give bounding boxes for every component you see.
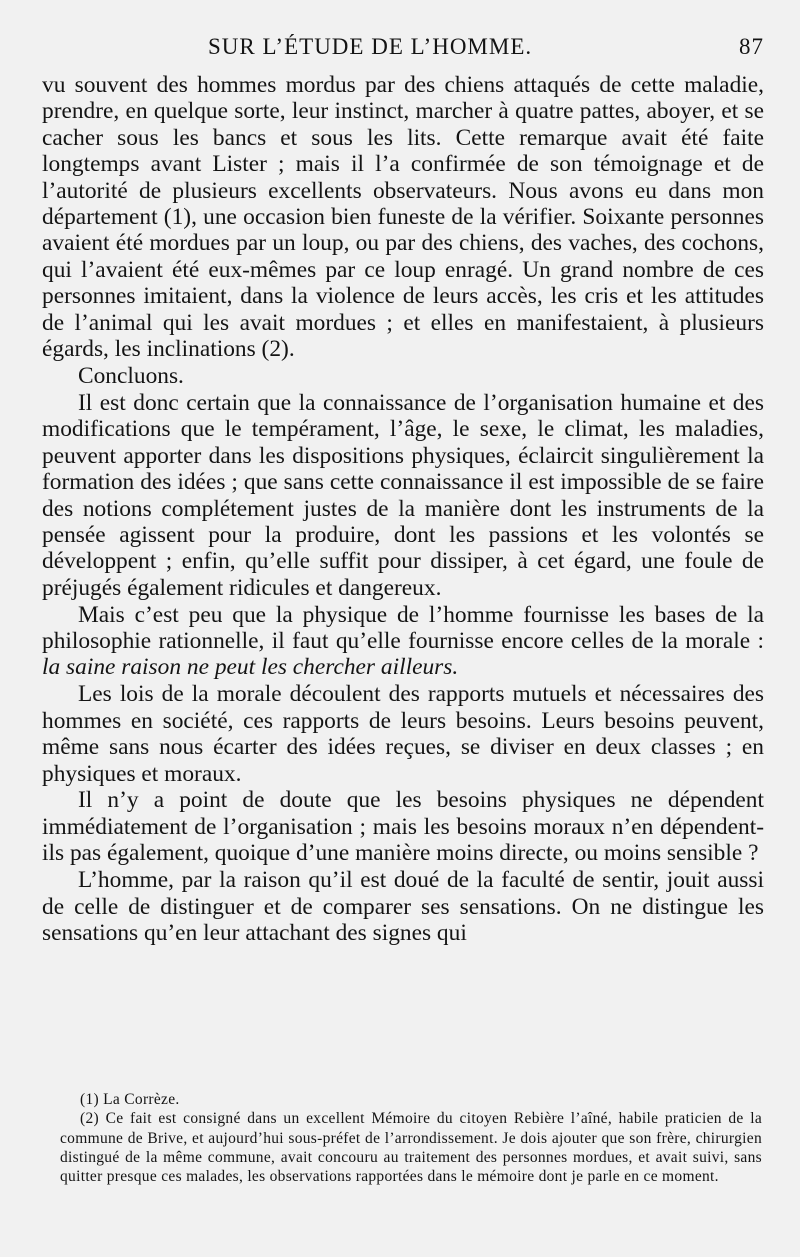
footnote-2: (2) Ce fait est consigné dans un excellent Mémoire du citoyen Rebière l’aîné, habile praticien de la commune de Brive, et aujourd’hui sous-préfet de l’arrondissement. Je dois ajouter que son frère, chirurgien distingué de la même commune, avait concouru au traitement des personnes mordues, et avait suivi, sans quitter presque ces malades, les observations rapportées dans le mémoire dont je parle en ce moment.: [60, 1110, 762, 1186]
footnotes: [60, 1090, 762, 1186]
paragraph-morale: [42, 602, 764, 681]
body-text: [42, 72, 764, 946]
paragraph-sensations: L’homme, par la raison qu’il est doué de la faculté de sentir, jouit aussi de celle de distinguer et de comparer ses sensations. On ne distingue les sensations qu’en leur attachant des signes qui: [42, 867, 764, 946]
paragraph-continuation: vu souvent des hommes mordus par des chiens attaqués de cette maladie, prendre, en quelque sorte, leur instinct, marcher à quatre pattes, aboyer, et se cacher sous les bancs et sous les lits. Cette remarque avait été faite longtemps avant Lister ; mais il l’a confirmée de son témoignage et de l’autorité de plusieurs excellents observateurs. Nous avons eu dans mon département (1), une occasion bien funeste de la vérifier. Soixante personnes avaient été mordues par un loup, ou par des chiens, des vaches, des cochons, qui l’avaient été eux-mêmes par ce loup enragé. Un grand nombre de ces personnes imitaient, dans la violence de leurs accès, les cris et les attitudes de l’animal qui les avait mordues ; et elles en manifestaient, à plusieurs égards, les inclinations (2).: [42, 72, 764, 363]
paragraph-lois: Les lois de la morale découlent des rapports mutuels et nécessaires des hommes en société, ces rapports de leurs besoins. Leurs besoins peuvent, même sans nous écarter des idées reçues, se diviser en deux classes ; en physiques et moraux.: [42, 681, 764, 787]
running-head: [40, 34, 764, 64]
paragraph-morale-italic: la saine raison ne peut les chercher ailleurs.: [42, 654, 459, 681]
running-title: SUR L’ÉTUDE DE L’HOMME.: [208, 34, 533, 59]
page-number: 87: [739, 34, 764, 59]
paragraph-organisation: Il est donc certain que la connaissance de l’organisation humaine et des modifications que le tempérament, l’âge, le sexe, le climat, les maladies, peuvent apporter dans les dispositions physiques, éclaircit singulièrement la formation des idées ; que sans cette connaissance il est impossible de se faire des notions complétement justes de la manière dont les instruments de la pensée agissent pour la produire, dont les passions et les volontés se développent ; enfin, qu’elle suffit pour dissiper, à cet égard, une foule de préjugés également ridicules et dangereux.: [42, 389, 764, 601]
paragraph-morale-text: Mais c’est peu que la physique de l’homme fournisse les bases de la philosophie rationnelle, il faut qu’elle fournisse encore celles de la morale :: [42, 601, 764, 655]
paragraph-besoins: Il n’y a point de doute que les besoins physiques ne dépendent immédiatement de l’organisation ; mais les besoins moraux n’en dépendent-ils pas également, quoique d’une manière moins directe, ou moins sensible ?: [42, 787, 764, 867]
footnote-1: (1) La Corrèze.: [80, 1091, 180, 1108]
paragraph-concluons: Concluons.: [78, 362, 184, 389]
